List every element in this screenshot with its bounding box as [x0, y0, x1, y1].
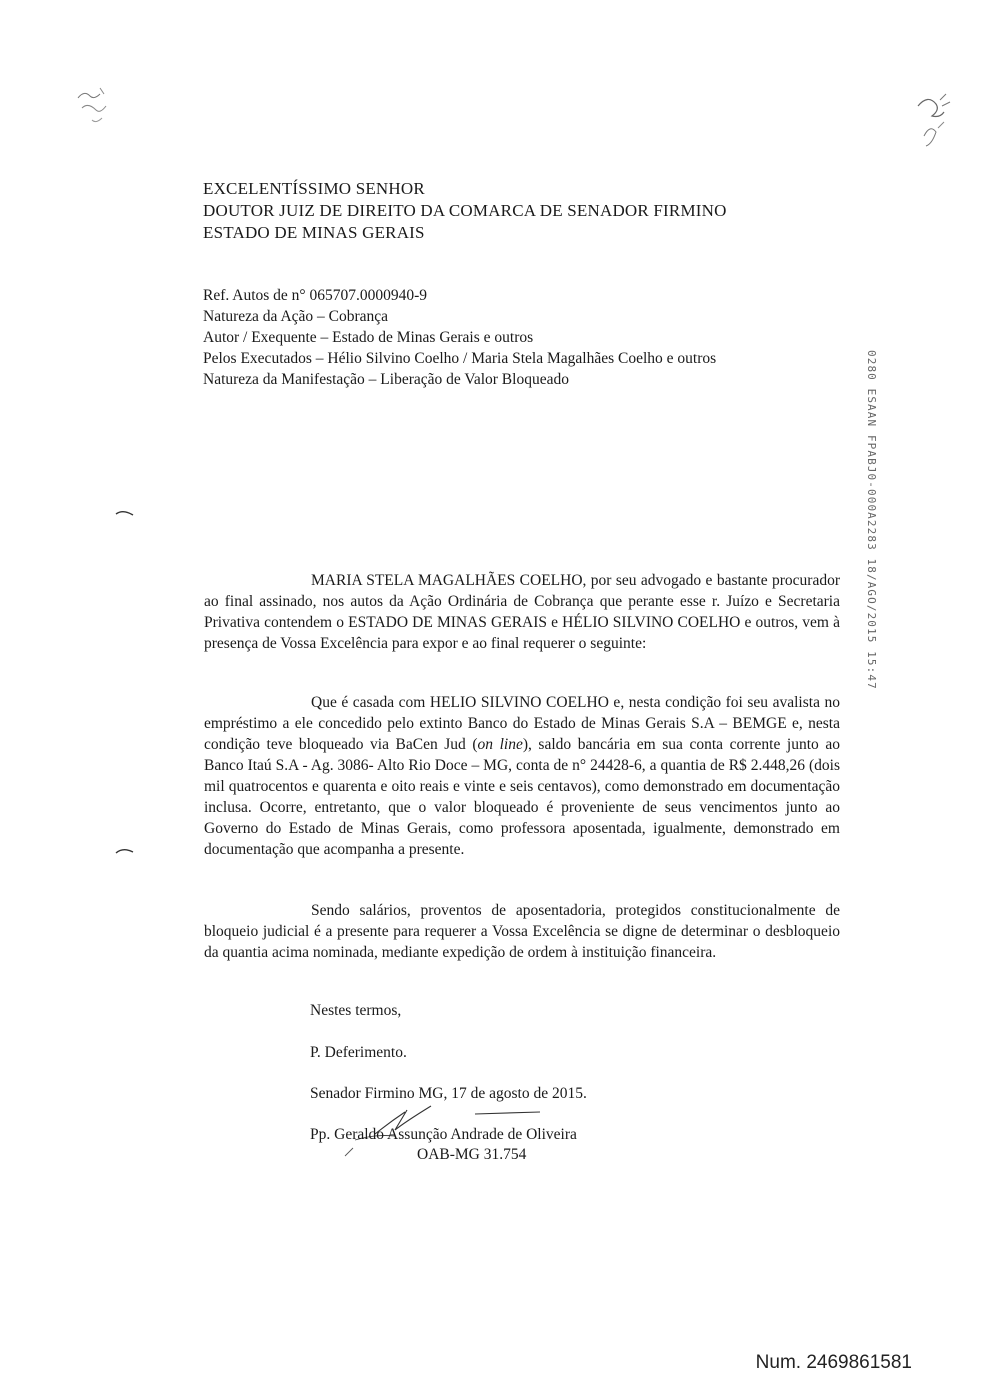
paragraph-facts: [204, 692, 840, 860]
addressee-line-2: DOUTOR JUIZ DE DIREITO DA COMARCA DE SENADOR FIRMINO: [203, 201, 727, 220]
handwritten-mark-top-right: [910, 88, 958, 152]
closing-request: P. Deferimento.: [310, 1044, 407, 1061]
paragraph-request-text: Sendo salários, proventos de aposentadoria, protegidos constitucionalmente de bloqueio judicial é a presente para requerer a Vossa Excelência se digne de determinar o desbloqueio da quantia acima nominada, mediante expedição de ordem à instituição financeira.: [204, 902, 840, 961]
case-number: Ref. Autos de n° 065707.0000940-9: [203, 287, 428, 304]
plaintiff: Autor / Exequente – Estado de Minas Gerais e outros: [203, 329, 534, 346]
paragraph-introduction: [204, 570, 840, 654]
oab-registration: OAB-MG 31.754: [417, 1146, 527, 1163]
margin-mark-upper: [115, 508, 135, 518]
document-number: Num. 2469861581: [755, 1352, 912, 1373]
addressee-line-3: ESTADO DE MINAS GERAIS: [203, 223, 425, 242]
defendants: Pelos Executados – Hélio Silvino Coelho / Maria Stela Magalhães Coelho e outros: [203, 350, 717, 367]
place-and-date: Senador Firmino MG, 17 de agosto de 2015.: [310, 1085, 587, 1102]
addressee-line-1: EXCELENTÍSSIMO SENHOR: [203, 179, 425, 198]
paragraph-facts-text-b: ), saldo bancária em sua conta corrente junto ao Banco Itaú S.A - Ag. 3086- Alto Rio Doce – MG, conta de n° 24428-6, a quantia de R$ 2.448,26 (dois mil quatrocentos e quarenta e oito reais e vinte e seis centavos), como demonstrado em documentação inclusa. Ocorre, entretanto, que o valor bloqueado é proveniente de seus vencimentos junto ao Governo do Estado de Minas Gerais, como professora aposentada, igualmente, demonstrado em documentação que acompanha a presente.: [204, 736, 840, 858]
action-nature: Natureza da Ação – Cobrança: [203, 308, 389, 325]
paragraph-request: [204, 900, 840, 963]
handwritten-mark-top-left: [70, 80, 120, 130]
paragraph-introduction-text: MARIA STELA MAGALHÃES COELHO, por seu advogado e bastante procurador ao final assinado, nos autos da Ação Ordinária de Cobrança que perante esse r. Juízo e Secretaria Privativa contendem o ESTADO DE MINAS GERAIS e HÉLIO SILVINO COELHO e outros, vem à presença de Vossa Excelência para expor e ao final requerer o seguinte:: [204, 572, 840, 652]
case-reference-block: [203, 285, 716, 390]
margin-mark-lower: [115, 846, 135, 856]
addressee-block: [203, 178, 727, 244]
signatory-name: Pp. Geraldo Assunção Andrade de Oliveira: [310, 1126, 577, 1143]
closing-terms: Nestes termos,: [310, 1002, 402, 1019]
paragraph-facts-italic: on line: [477, 736, 523, 753]
protocol-stamp-text: 0280 ESAAN FPABJ0-000A2283 18/AGO/2015 15:47: [865, 350, 878, 690]
manifestation-nature: Natureza da Manifestação – Liberação de Valor Bloqueado: [203, 371, 569, 388]
paragraph-facts-text-a: Que é casada com HELIO SILVINO COELHO e, nesta condição foi seu avalista no empréstimo a ele concedido pelo extinto Banco do Estado de Minas Gerais S.A – BEMGE e, nesta condição teve bloqueado via BaCen Jud (: [204, 694, 840, 753]
